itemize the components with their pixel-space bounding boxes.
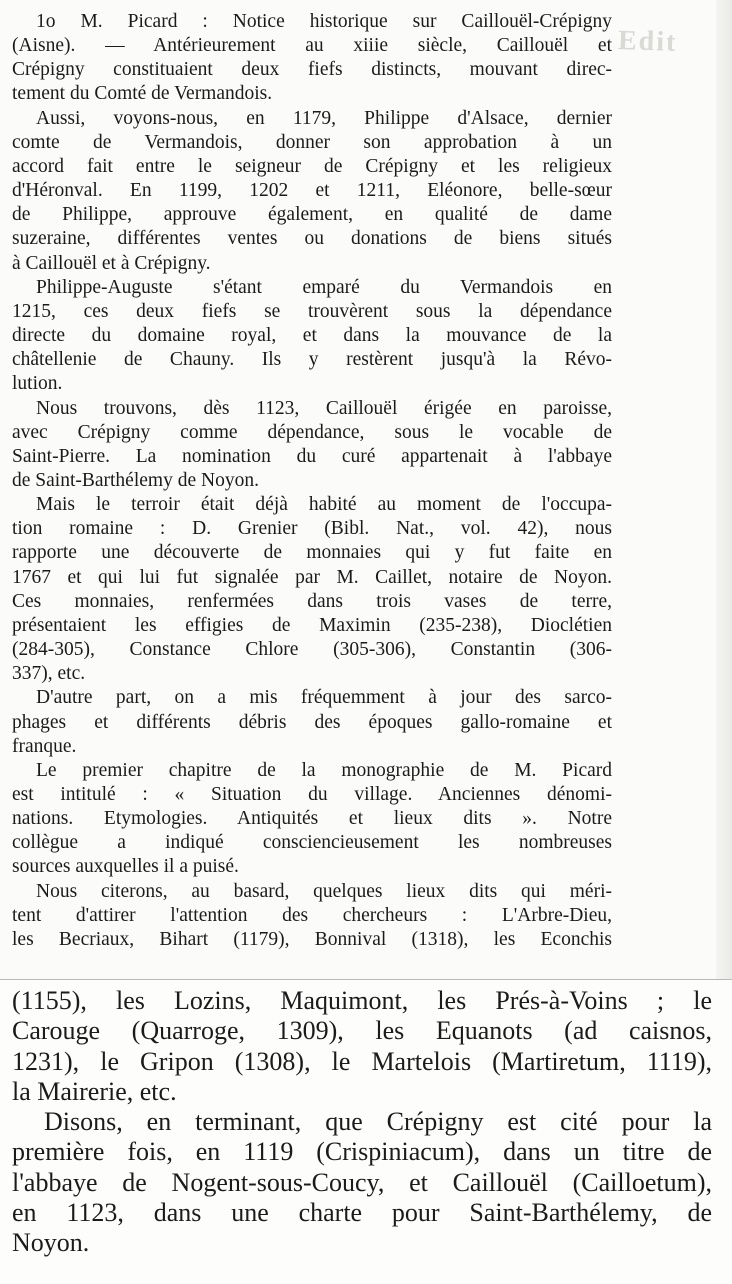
- upper-clipping-line: à Caillouël et à Crépigny.: [12, 252, 211, 274]
- upper-clipping-line: Ces monnaies, renfermées dans trois vases de terre,: [12, 590, 612, 612]
- upper-clipping-line: châtellenie de Chauny. Ils y restèrent jusqu'à la Révo-: [12, 349, 612, 371]
- upper-clipping-line: de Saint-Barthélemy de Noyon.: [12, 469, 259, 491]
- upper-clipping-line: lution.: [12, 373, 63, 395]
- upper-clipping-text: [12, 10, 612, 952]
- upper-clipping-line: (284-305), Constance Chlore (305-306), Constantin (306-: [12, 639, 612, 661]
- upper-clipping-line: 1o M. Picard : Notice historique sur Caillouël-Crépigny: [36, 11, 612, 32]
- upper-clipping-line: nations. Etymologies. Antiquités et lieux dits ». Notre: [12, 808, 612, 830]
- lower-clipping-line: première fois, en 1119 (Crispiniacum), dans un titre de: [12, 1137, 712, 1167]
- upper-clipping-line: avec Crépigny comme dépendance, sous le vocable de: [12, 421, 612, 443]
- upper-clipping-line: tion romaine : D. Grenier (Bibl. Nat., vol. 42), nous: [12, 518, 612, 540]
- upper-clipping-line: Aussi, voyons-nous, en 1179, Philippe d'Alsace, dernier: [36, 107, 612, 129]
- upper-clipping-line: Mais le terroir était déjà habité au moment de l'occupa-: [36, 494, 612, 516]
- bleed-through-text: Edit: [617, 24, 678, 59]
- upper-clipping-line: sources auxquelles il a puisé.: [12, 856, 239, 878]
- lower-clipping-line: la Mairerie, etc.: [12, 1076, 177, 1106]
- upper-clipping-line: directe du domaine royal, et dans la mouvance de la: [12, 325, 612, 347]
- upper-clipping-line: suzeraine, différentes ventes ou donations de biens situés: [12, 228, 612, 250]
- lower-clipping-line: en 1123, dans une charte pour Saint-Barthélemy, de: [12, 1198, 712, 1228]
- lower-clipping-text: [12, 986, 712, 1259]
- upper-clipping-line: tent d'attirer l'attention des chercheurs : L'Arbre-Dieu,: [12, 904, 612, 926]
- upper-clipping-line: Crépigny constituaient deux fiefs distincts, mouvant direc-: [12, 59, 612, 81]
- lower-clipping: [0, 980, 732, 1284]
- upper-clipping-line: Philippe-Auguste s'étant emparé du Vermandois en: [36, 276, 612, 298]
- upper-clipping-line: franque.: [12, 735, 77, 757]
- upper-clipping-line: collègue a indiqué consciencieusement les nombreuses: [12, 832, 612, 854]
- lower-clipping-line: Noyon.: [12, 1228, 90, 1258]
- upper-clipping-line: comte de Vermandois, donner son approbation à un: [12, 131, 612, 153]
- upper-clipping-line: accord fait entre le seigneur de Crépigny et les religieux: [12, 155, 612, 177]
- upper-clipping-line: phages et différents débris des époques gallo-romaine et: [12, 711, 612, 733]
- upper-clipping-line: D'autre part, on a mis fréquemment à jour des sarco-: [36, 687, 612, 709]
- lower-clipping-line: l'abbaye de Nogent-sous-Coucy, et Caillouël (Cailloetum),: [12, 1167, 712, 1197]
- upper-clipping-line: présentaient les effigies de Maximin (235-238), Dioclétien: [12, 614, 612, 636]
- lower-clipping-line: 1231), le Gripon (1308), le Martelois (Martiretum, 1119),: [12, 1046, 712, 1076]
- lower-clipping-line: Disons, en terminant, que Crépigny est cité pour la: [44, 1107, 712, 1137]
- lower-clipping-line: (1155), les Lozins, Maquimont, les Prés-à-Voins ; le: [12, 986, 712, 1015]
- upper-clipping-line: (Aisne). — Antérieurement au xiiie siècle, Caillouël et: [12, 35, 612, 57]
- upper-clipping-line: est intitulé : « Situation du village. Anciennes dénomi-: [12, 784, 612, 805]
- upper-clipping-line: Le premier chapitre de la monographie de M. Picard: [36, 759, 612, 781]
- upper-clipping-line: Nous trouvons, dès 1123, Caillouël érigée en paroisse,: [36, 397, 612, 419]
- upper-clipping-line: de Philippe, approuve également, en qualité de dame: [12, 204, 612, 226]
- upper-clipping-line: Nous citerons, au basard, quelques lieux dits qui méri-: [36, 880, 612, 902]
- upper-clipping-line: 337), etc.: [12, 663, 86, 685]
- upper-clipping-line: les Becriaux, Bihart (1179), Bonnival (1318), les Econchis: [12, 928, 612, 950]
- upper-clipping-line: tement du Comté de Vermandois.: [12, 83, 273, 105]
- lower-clipping-line: Carouge (Quarroge, 1309), les Equanots (ad caisnos,: [12, 1016, 712, 1046]
- upper-clipping-line: Saint-Pierre. La nomination du curé appartenait à l'abbaye: [12, 445, 612, 467]
- upper-clipping-line: rapporte une découverte de monnaies qui y fut faite en: [12, 542, 612, 564]
- upper-clipping-line: 1767 et qui lui fut signalée par M. Caillet, notaire de Noyon.: [12, 566, 612, 588]
- upper-clipping-line: d'Héronval. En 1199, 1202 et 1211, Eléonore, belle-sœur: [12, 180, 612, 202]
- upper-clipping-line: 1215, ces deux fiefs se trouvèrent sous la dépendance: [12, 300, 612, 322]
